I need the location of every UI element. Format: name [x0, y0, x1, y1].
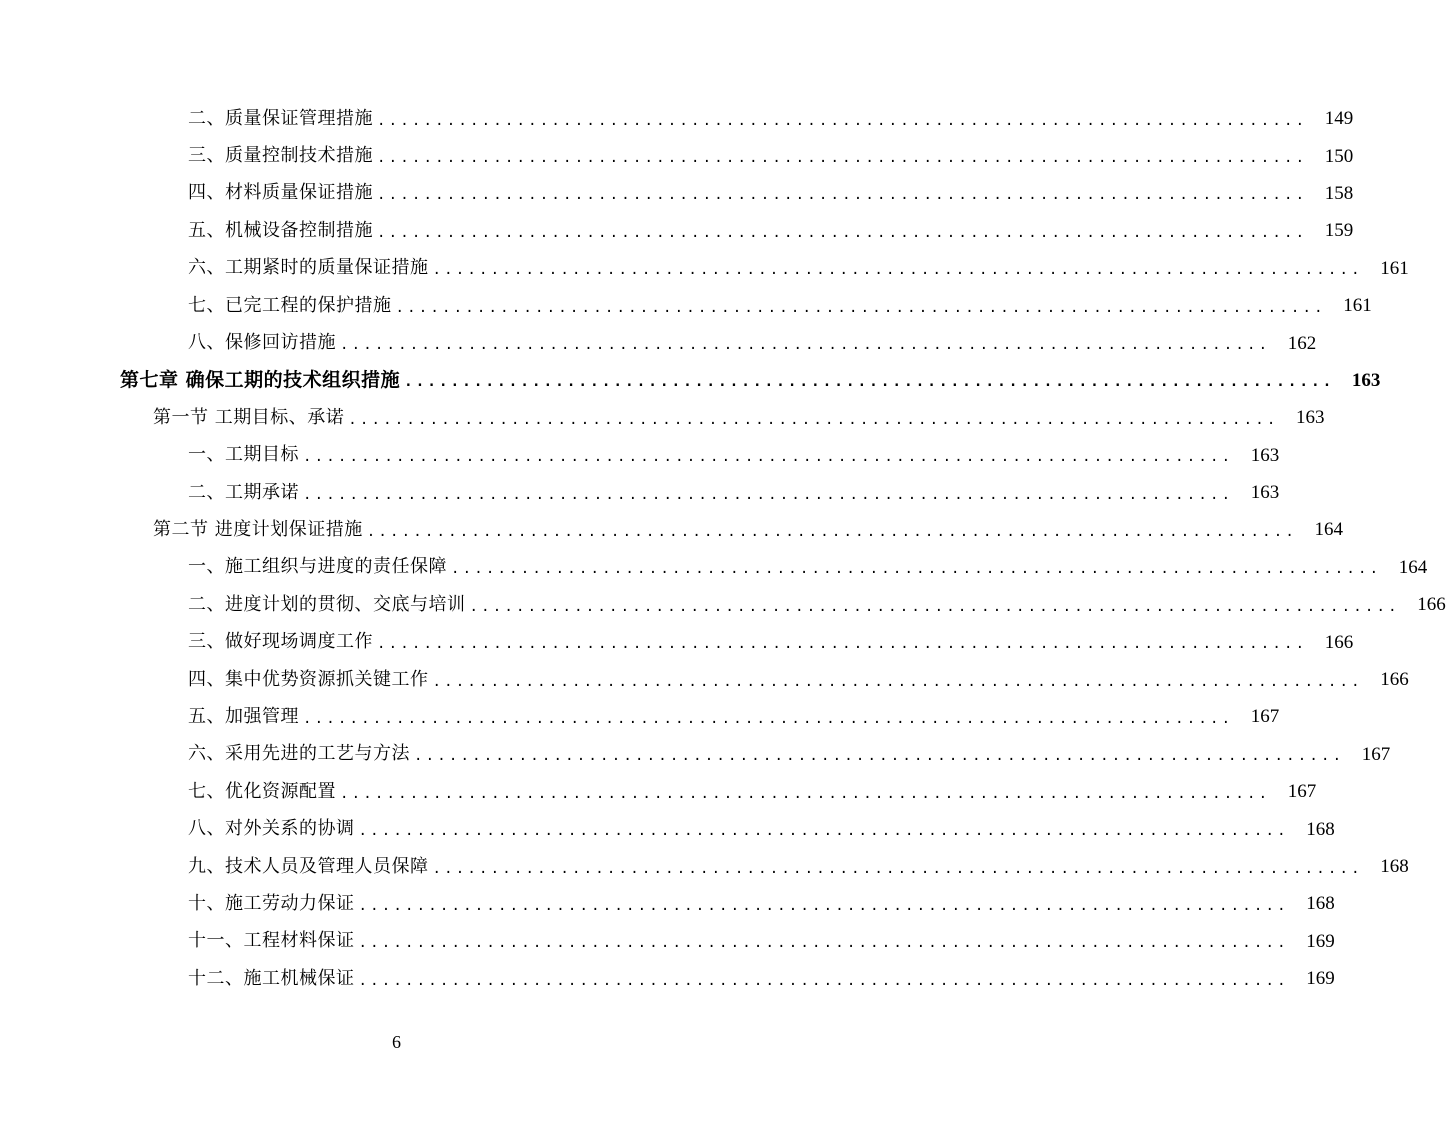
toc-entry[interactable] — [0, 175, 1354, 212]
toc-entry-page: 167 — [1287, 781, 1317, 803]
toc-chapter-entry[interactable] — [0, 362, 1381, 399]
toc-entry[interactable] — [0, 810, 1335, 847]
toc-entry[interactable] — [0, 623, 1354, 660]
toc-dot-leader: ................................................................................ — [414, 748, 1345, 765]
toc-entry-page: 159 — [1324, 220, 1354, 242]
toc-dot-leader: ................................................................................ — [377, 150, 1308, 167]
toc-entry-page: 168 — [1306, 818, 1335, 840]
toc-dot-leader: ................................................................................ — [358, 897, 1289, 914]
toc-entry-page: 164 — [1314, 519, 1344, 541]
toc-entry-title: 十、施工劳动力保证 — [188, 892, 355, 914]
toc-entry[interactable] — [0, 848, 1409, 885]
toc-dot-leader: ................................................................................ — [340, 337, 1271, 354]
toc-dot-leader: ................................................................................ — [358, 972, 1289, 989]
toc-entry-title: 十二、施工机械保证 — [188, 967, 355, 989]
toc-entry-title: 二、质量保证管理措施 — [188, 107, 373, 129]
toc-entry-title: 七、优化资源配置 — [188, 780, 336, 802]
toc-entry-page: 168 — [1380, 856, 1409, 877]
toc-entry[interactable] — [0, 137, 1354, 174]
toc-dot-leader: ................................................................................ — [432, 262, 1363, 279]
toc-entry-title: 二、工期承诺 — [188, 481, 299, 503]
toc-entry-title: 六、采用先进的工艺与方法 — [188, 743, 410, 765]
toc-entry-page: 163 — [1250, 444, 1280, 466]
toc-entry-title: 五、机械设备控制措施 — [188, 219, 373, 241]
toc-entry-title: 四、材料质量保证措施 — [188, 182, 373, 204]
toc-section-entry[interactable] — [0, 511, 1344, 548]
toc-entry-page: 161 — [1380, 257, 1409, 279]
page-number: 6 — [392, 1032, 401, 1052]
toc-entry-page: 163 — [1351, 369, 1381, 391]
toc-entry-title: 第一节 工期目标、承诺 — [153, 406, 345, 428]
toc-entry-page: 163 — [1250, 482, 1280, 504]
toc-dot-leader: ................................................................................ — [451, 561, 1382, 578]
toc-dot-leader: ................................................................................ — [303, 710, 1234, 727]
toc-entry[interactable] — [0, 661, 1409, 698]
toc-entry-page: 166 — [1380, 669, 1409, 691]
toc-entry[interactable] — [0, 698, 1280, 735]
toc-entry[interactable] — [0, 250, 1409, 287]
toc-entry-page: 167 — [1250, 706, 1280, 728]
toc-entry-title: 三、质量控制技术措施 — [188, 145, 373, 167]
toc-entry-page: 166 — [1417, 594, 1446, 616]
table-of-contents — [0, 100, 1446, 997]
toc-entry-page: 169 — [1306, 968, 1335, 990]
toc-dot-leader: ................................................................................ — [377, 636, 1308, 653]
toc-dot-leader: ................................................................................ — [469, 598, 1400, 615]
toc-entry-page: 149 — [1324, 108, 1354, 130]
toc-dot-leader: ................................................................................ — [395, 299, 1326, 316]
toc-entry-title: 五、加强管理 — [188, 705, 299, 727]
toc-entry-title: 三、做好现场调度工作 — [188, 631, 373, 653]
toc-entry-page: 163 — [1296, 407, 1325, 429]
toc-entry-title: 十一、工程材料保证 — [188, 930, 355, 952]
toc-entry-page: 158 — [1324, 182, 1354, 204]
toc-entry-title: 八、对外关系的协调 — [188, 818, 355, 840]
toc-dot-leader: ................................................................................ — [377, 224, 1308, 241]
toc-entry-title: 一、工期目标 — [188, 444, 299, 466]
toc-entry-page: 162 — [1287, 332, 1317, 354]
toc-dot-leader: ................................................................................ — [432, 673, 1363, 690]
toc-dot-leader: ................................................................................ — [358, 823, 1289, 840]
toc-entry[interactable] — [0, 885, 1335, 922]
toc-entry-title: 八、保修回访措施 — [188, 332, 336, 354]
toc-dot-leader: ................................................................................ — [366, 523, 1298, 540]
toc-entry[interactable] — [0, 437, 1280, 474]
toc-dot-leader: ................................................................................ — [303, 449, 1234, 466]
toc-entry-title: 二、进度计划的贯彻、交底与培训 — [188, 593, 466, 615]
toc-entry[interactable] — [0, 212, 1354, 249]
toc-entry-page: 169 — [1306, 930, 1335, 952]
toc-entry-title: 一、施工组织与进度的责任保障 — [188, 556, 447, 578]
toc-entry-title: 第二节 进度计划保证措施 — [153, 518, 363, 540]
toc-entry-title: 第七章 确保工期的技术组织措施 — [120, 368, 401, 391]
toc-dot-leader: ................................................................................ — [377, 112, 1308, 129]
toc-entry-title: 六、工期紧时的质量保证措施 — [188, 257, 429, 279]
toc-section-entry[interactable] — [0, 399, 1325, 436]
toc-entry[interactable] — [0, 474, 1280, 511]
toc-dot-leader: ................................................................................ — [432, 860, 1363, 877]
toc-entry[interactable] — [0, 100, 1354, 137]
toc-dot-leader: ................................................................................ — [303, 486, 1234, 503]
toc-entry-page: 166 — [1324, 631, 1354, 653]
toc-entry[interactable] — [0, 287, 1372, 324]
toc-entry-title: 七、已完工程的保护措施 — [188, 294, 392, 316]
toc-entry-page: 150 — [1324, 145, 1354, 167]
toc-entry[interactable] — [0, 773, 1317, 810]
toc-entry[interactable] — [0, 736, 1391, 773]
toc-entry-page: 161 — [1343, 295, 1372, 317]
toc-entry-page: 168 — [1306, 893, 1335, 915]
toc-entry[interactable] — [0, 960, 1335, 997]
toc-entry-page: 164 — [1398, 556, 1428, 578]
toc-entry-page: 167 — [1361, 743, 1391, 765]
toc-dot-leader: ................................................................................ — [404, 374, 1335, 391]
toc-entry[interactable] — [0, 586, 1446, 623]
toc-entry[interactable] — [0, 923, 1335, 960]
toc-entry-title: 九、技术人员及管理人员保障 — [188, 855, 429, 877]
toc-entry[interactable] — [0, 324, 1317, 361]
toc-entry[interactable] — [0, 549, 1428, 586]
toc-dot-leader: ................................................................................ — [348, 411, 1279, 428]
toc-dot-leader: ................................................................................ — [340, 785, 1271, 802]
toc-dot-leader: ................................................................................ — [358, 935, 1289, 952]
toc-dot-leader: ................................................................................ — [377, 187, 1308, 204]
toc-entry-title: 四、集中优势资源抓关键工作 — [188, 668, 429, 690]
